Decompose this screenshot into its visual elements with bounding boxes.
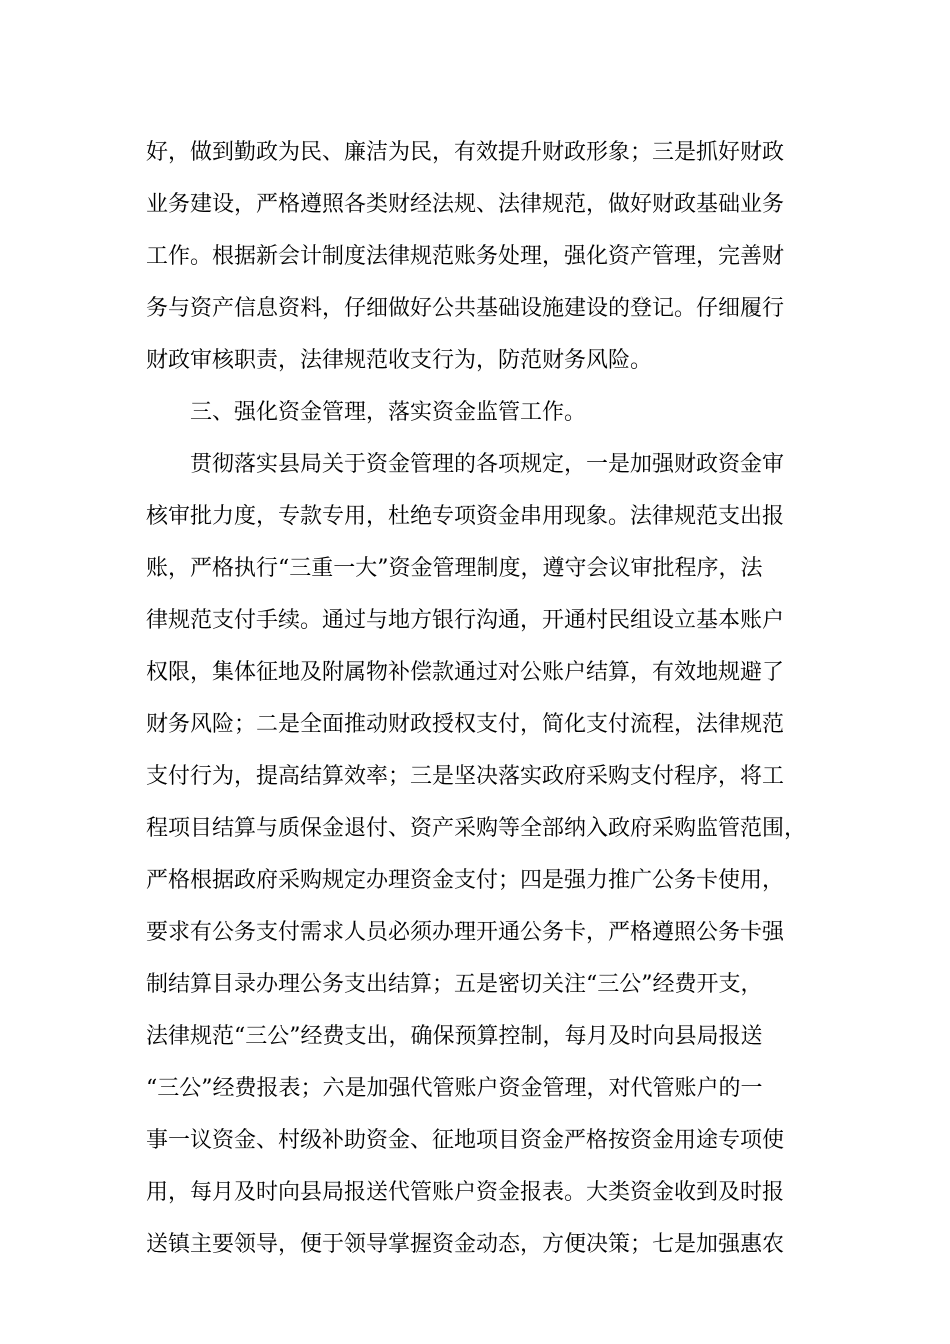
text-line: 核审批力度，专款专用，杜绝专项资金串用现象。法律规范支出报 [146,504,785,529]
text-line: 送镇主要领导，便于领导掌握资金动态，方便决策；七是加强惠农 [146,1232,785,1257]
text-line: 财政审核职责，法律规范收支行为，防范财务风险。 [146,348,653,373]
text-line: 用，每月及时向县局报送代管账户资金报表。大类资金收到及时报 [146,1180,785,1205]
text-line: 业务建设，严格遵照各类财经法规、法律规范，做好财政基础业务 [146,192,785,217]
text-line: 好，做到勤政为民、廉洁为民，有效提升财政形象；三是抓好财政 [146,140,785,165]
section-heading: 三、强化资金管理，落实资金监管工作。 [190,400,587,425]
text-line: 支付行为，提高结算效率；三是坚决落实政府采购支付程序，将工 [146,764,785,789]
text-line: 程项目结算与质保金退付、资产采购等全部纳入政府采购监管范围， [146,816,807,841]
text-line: 账，严格执行“三重一大”资金管理制度，遵守会议审批程序，法 [146,556,763,581]
text-line: 律规范支付手续。通过与地方银行沟通，开通村民组设立基本账户 [146,608,785,633]
text-line: 严格根据政府采购规定办理资金支付；四是强力推广公务卡使用， [146,868,785,893]
text-line: 法律规范“三公”经费支出，确保预算控制，每月及时向县局报送 [146,1024,763,1049]
text-line: 事一议资金、村级补助资金、征地项目资金严格按资金用途专项使 [146,1128,785,1153]
text-line: 权限，集体征地及附属物补偿款通过对公账户结算，有效地规避了 [146,660,785,685]
text-line: 工作。根据新会计制度法律规范账务处理，强化资产管理，完善财 [146,244,785,269]
text-line: 贯彻落实县局关于资金管理的各项规定，一是加强财政资金审 [190,452,785,477]
text-line: 制结算目录办理公务支出结算；五是密切关注“三公”经费开支， [146,972,763,997]
text-line: 务与资产信息资料，仔细做好公共基础设施建设的登记。仔细履行 [146,296,785,321]
text-line: 财务风险；二是全面推动财政授权支付，简化支付流程，法律规范 [146,712,785,737]
document-body [146,132,806,1276]
text-line: 要求有公务支付需求人员必须办理开通公务卡，严格遵照公务卡强 [146,920,785,945]
text-line: “三公”经费报表；六是加强代管账户资金管理，对代管账户的一 [146,1076,763,1101]
